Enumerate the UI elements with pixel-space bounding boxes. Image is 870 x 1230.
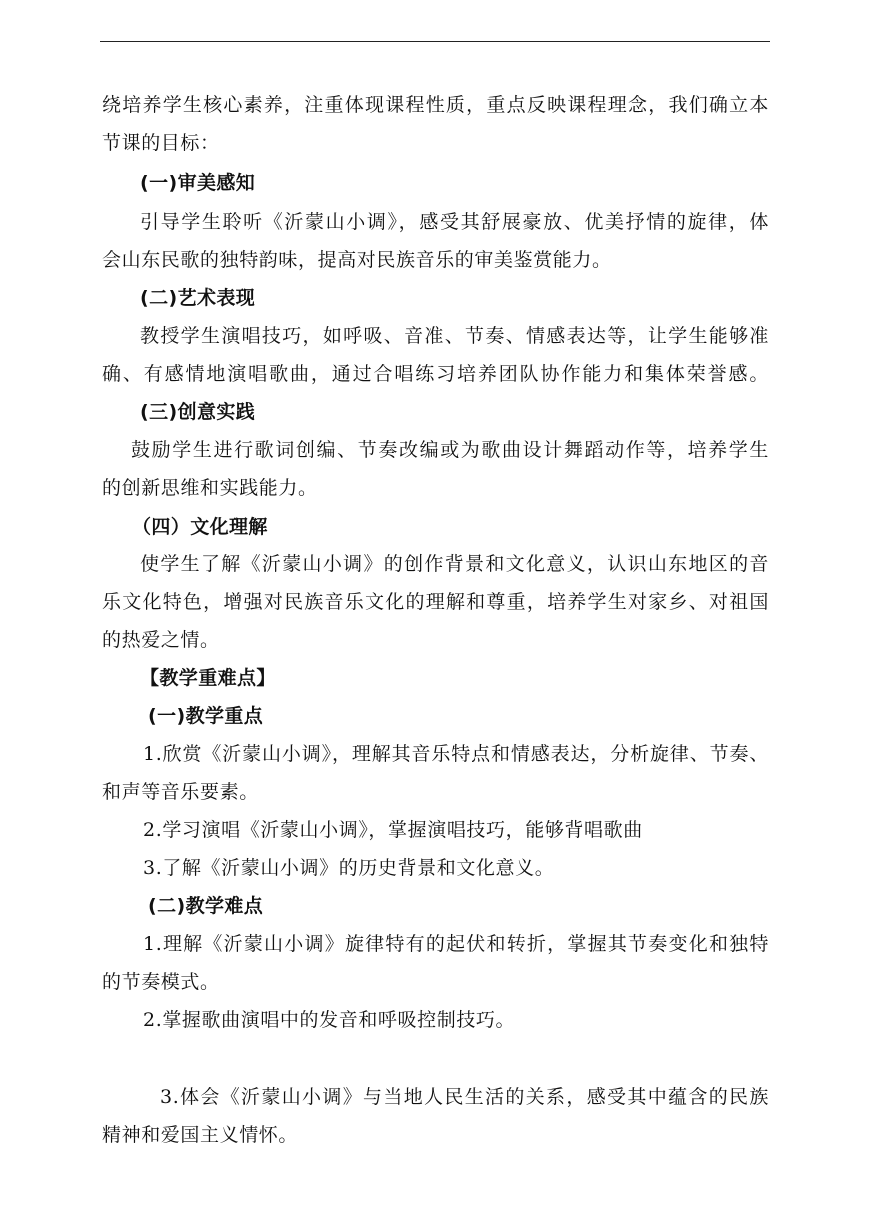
paragraph-line-aesthetic-1: 引导学生聆听《沂蒙山小调》，感受其舒展豪放、优美抒情的旋律，体: [140, 211, 769, 233]
paragraph-line-creative-1: 鼓励学生进行歌词创编、节奏改编或为歌曲设计舞蹈动作等，培养学生: [131, 439, 769, 461]
list-item-key-3: 3.了解《沂蒙山小调》的历史背景和文化意义。: [143, 857, 555, 879]
paragraph-line-culture-3: 的热爱之情。: [102, 629, 220, 651]
subsection-heading-difficult-points: (二)教学难点: [148, 895, 264, 917]
header-rule: [100, 41, 770, 42]
paragraph-line-artistic-2: 确、有感情地演唱歌曲，通过合唱练习培养团队协作能力和集体荣誉感。: [102, 363, 769, 385]
paragraph-line-intro-1: 绕培养学生核心素养，注重体现课程性质，重点反映课程理念，我们确立本: [102, 94, 769, 116]
list-item-difficult-3-line-2: 精神和爱国主义情怀。: [102, 1124, 299, 1146]
list-item-difficult-1-line-1: 1.理解《沂蒙山小调》旋律特有的起伏和转折，掌握其节奏变化和独特: [143, 933, 769, 955]
list-item-key-1-line-1: 1.欣赏《沂蒙山小调》，理解其音乐特点和情感表达，分析旋律、节奏、: [143, 743, 769, 765]
list-item-key-2: 2.学习演唱《沂蒙山小调》，掌握演唱技巧，能够背唱歌曲: [143, 819, 643, 841]
list-item-difficult-1-line-2: 的节奏模式。: [102, 971, 220, 993]
list-item-key-1-line-2: 和声等音乐要素。: [102, 781, 259, 803]
list-item-difficult-3-line-1: 3.体会《沂蒙山小调》与当地人民生活的关系，感受其中蕴含的民族: [160, 1086, 769, 1108]
section-heading-key-difficult-points: 【教学重难点】: [140, 667, 276, 689]
paragraph-line-artistic-1: 教授学生演唱技巧，如呼吸、音准、节奏、情感表达等，让学生能够准: [140, 325, 769, 347]
paragraph-line-culture-2: 乐文化特色，增强对民族音乐文化的理解和尊重，培养学生对家乡、对祖国: [102, 591, 769, 613]
paragraph-line-aesthetic-2: 会山东民歌的独特韵味，提高对民族音乐的审美鉴赏能力。: [102, 249, 612, 271]
section-heading-creative: (三)创意实践: [140, 401, 256, 423]
subsection-heading-key-points: (一)教学重点: [148, 705, 264, 727]
section-heading-aesthetic: (一)审美感知: [140, 172, 256, 194]
paragraph-line-intro-2: 节课的目标：: [102, 132, 220, 154]
section-heading-culture: （四）文化理解: [132, 516, 268, 538]
paragraph-line-culture-1: 使学生了解《沂蒙山小调》的创作背景和文化意义，认识山东地区的音: [140, 553, 769, 575]
paragraph-line-creative-2: 的创新思维和实践能力。: [102, 477, 318, 499]
list-item-difficult-2: 2.掌握歌曲演唱中的发音和呼吸控制技巧。: [143, 1009, 516, 1031]
section-heading-artistic: (二)艺术表现: [140, 287, 256, 309]
